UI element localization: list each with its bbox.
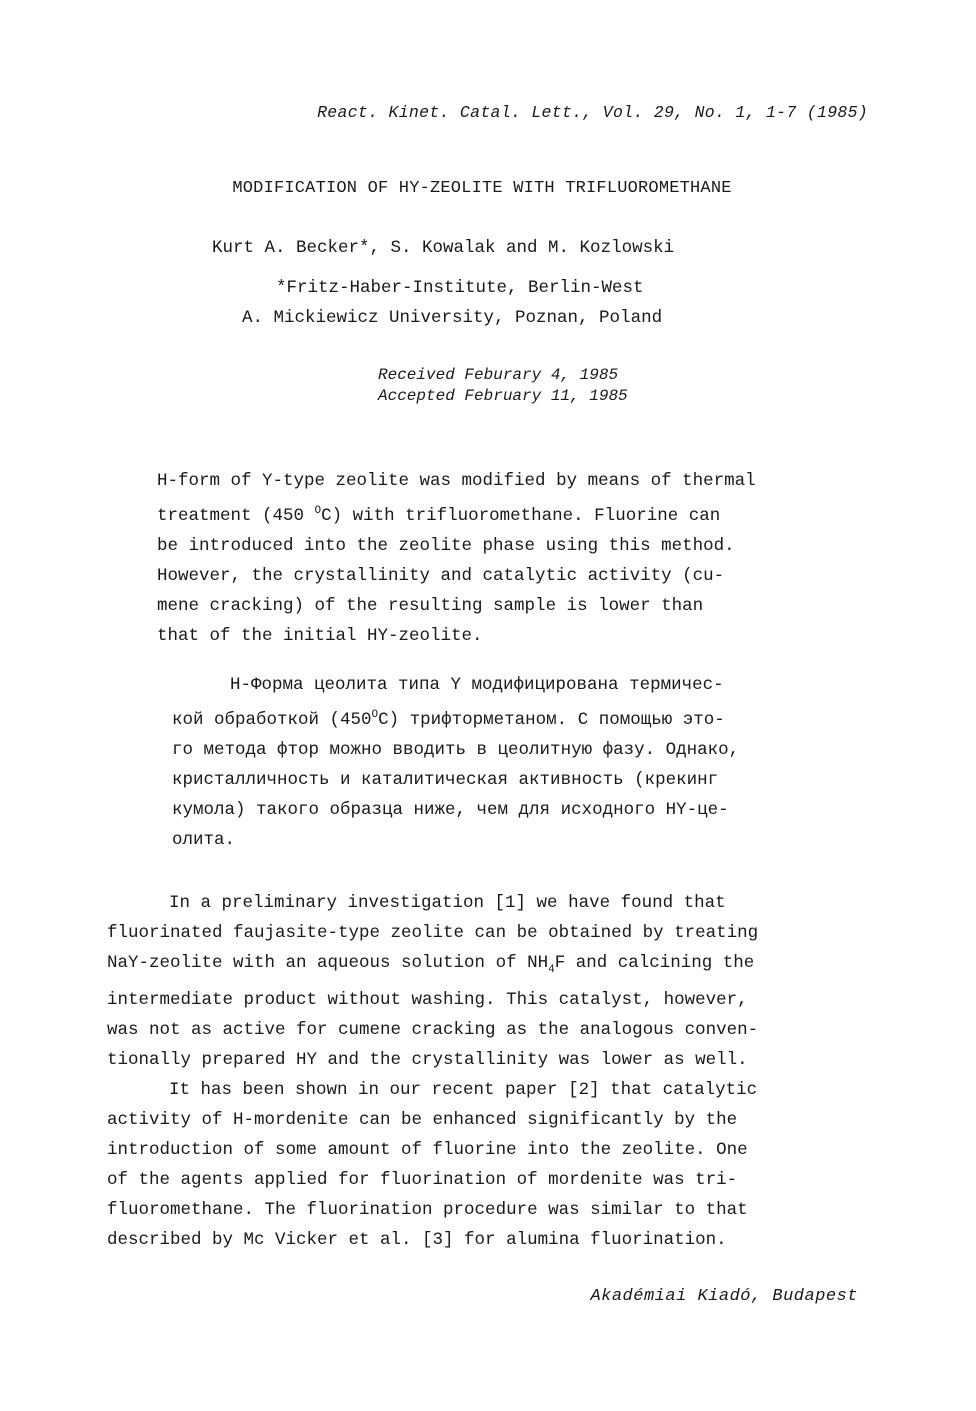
russian-line: кристалличность и каталитическая активность (крекинг (172, 770, 719, 790)
degree-superscript: O (314, 505, 322, 517)
subscript: 4 (548, 964, 555, 976)
affiliation-1: *Fritz-Haber-Institute, Berlin-West (276, 278, 644, 298)
russian-line: олита. (172, 830, 236, 850)
russian-line: го метода фтор можно вводить в цеолитную фазу. Однако, (172, 740, 740, 760)
abstract-english (157, 466, 837, 651)
body-line: activity of H-mordenite can be enhanced significantly by the (107, 1110, 738, 1130)
abstract-line: However, the crystallinity and catalytic activity (cu- (157, 566, 725, 586)
degree-superscript: O (371, 709, 379, 721)
body-line: In a preliminary investigation [1] we have found that (169, 893, 726, 913)
publisher: Akadémiai Kiadó, Budapest (590, 1287, 858, 1306)
body-line: fluorinated faujasite-type zeolite can be obtained by treating (107, 923, 759, 943)
body-line: intermediate product without washing. This catalyst, however, (107, 990, 748, 1010)
received-date: Received Feburary 4, 1985 (378, 366, 619, 384)
body-line: It has been shown in our recent paper [2] that catalytic (169, 1080, 758, 1100)
abstract-line (157, 496, 837, 531)
abstract-line: mene cracking) of the resulting sample is lower than (157, 596, 704, 616)
accepted-date: Accepted February 11, 1985 (378, 387, 628, 405)
text-span: C) with trifluoromethane. Fluorine can (321, 506, 721, 526)
russian-line: кумола) такого образца ниже, чем для исходного HY-це- (172, 800, 729, 820)
journal-reference: React. Kinet. Catal. Lett., Vol. 29, No. 1, 1-7 (1985) (317, 103, 868, 122)
received-dates (378, 365, 628, 407)
body-line: of the agents applied for fluorination of mordenite was tri- (107, 1170, 738, 1190)
authors: Kurt A. Becker*, S. Kowalak and M. Kozlowski (212, 238, 675, 258)
abstract-line: that of the initial HY-zeolite. (157, 626, 483, 646)
affiliation-2: A. Mickiewicz University, Poznan, Poland (242, 308, 663, 328)
body-line: was not as active for cumene cracking as the analogous conven- (107, 1020, 759, 1040)
text-span: NaY-zeolite with an aqueous solution of NH (107, 953, 549, 973)
body-line: fluoromethane. The fluorination procedure was similar to that (107, 1200, 748, 1220)
text-span: C) трифторметаном. С помощью это- (378, 710, 725, 730)
abstract-line: be introduced into the zeolite phase using this method. (157, 536, 735, 556)
body-line (107, 948, 758, 985)
body-line: introduction of some amount of fluorine into the zeolite. One (107, 1140, 748, 1160)
body-line: tionally prepared HY and the crystallinity was lower as well. (107, 1050, 748, 1070)
body-text (107, 888, 758, 1255)
body-line: described by Mc Vicker et al. [3] for alumina fluorination. (107, 1230, 727, 1250)
text-span: F and calcining the (554, 953, 755, 973)
abstract-line: H-form of Y-type zeolite was modified by means of thermal (157, 471, 756, 491)
text-span: treatment (450 (157, 506, 315, 526)
russian-line (172, 700, 739, 735)
paper-title: MODIFICATION OF HY-ZEOLITE WITH TRIFLUOROMETHANE (232, 179, 732, 198)
russian-line: Н-Форма цеолита типа Y модифицирована термичес- (230, 675, 724, 695)
abstract-russian (172, 670, 739, 855)
text-span: кой обработкой (450 (172, 710, 372, 730)
